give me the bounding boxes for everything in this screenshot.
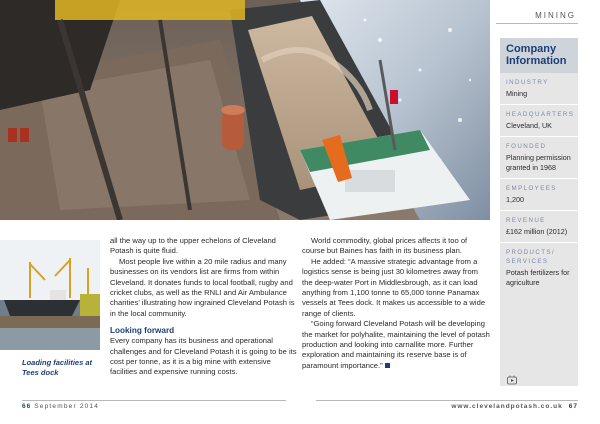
sidebar-item-label: FOUNDED [506,143,547,150]
sidebar-item-value: Potash fertilizers for agriculture [506,268,570,287]
sidebar-title: Company Information [500,38,578,73]
sidebar-item-employees [500,179,578,211]
sidebar-item-label: PRODUCTS/ SERVICES [506,249,556,265]
sidebar-item-industry [500,73,578,105]
sidebar-item-label: REVENUE [506,217,546,224]
sidebar-item-products [500,243,578,293]
footer-right [451,403,578,410]
inset-photo-tees-dock [0,240,100,350]
sidebar-item-value: Planning permission granted in 1968 [506,153,571,172]
page-number-left: 66 [22,403,32,410]
sidebar-item-founded [500,137,578,179]
article-paragraph-text: “Going forward Cleveland Potash will be developing the market for polyhalite, maintaining the level of potash production and looking into carnallite more. Further exploration and maintaining its reserve base is of paramount importance.” [302,319,490,370]
article-subheading: Looking forward [110,326,175,336]
sidebar-item-value: Mining [506,89,528,98]
end-of-article-mark [385,363,390,368]
sidebar-item-value: Cleveland, UK [506,121,552,130]
sidebar-item-label: EMPLOYEES [506,185,557,192]
website-url[interactable]: www.clevelandpotash.co.uk [451,403,563,410]
sidebar-item-label: HEADQUARTERS [506,111,575,118]
article-column-right [302,236,490,371]
article-paragraph: Most people live within a 20 mile radius and many businesses on its vendors list are firms from within Cleveland. It donates funds to local football, rugby and cricket clubs, as well as the RNLI and Air Ambulance charities’ illustrating how ingrained Cleveland Potash is in the local community. [110,256,295,318]
footer-rule-right [316,400,578,401]
sidebar-item-headquarters [500,105,578,137]
issue-date: September 2014 [34,403,100,410]
section-label: MINING [496,8,578,24]
youtube-icon[interactable] [507,372,517,382]
article-paragraph: all the way up to the upper echelons of Cleveland Potash is quite fluid. [110,236,276,256]
article-paragraph: World commodity, global prices affects it too of course but Baines has faith in its business plan. [302,236,468,256]
footer-left [22,403,99,410]
article-paragraph: He added: “A massive strategic advantage from a logistics sense is being just 30 kilometres away from the deep-water Port in Middlesbrough, as it can load anything from 1,100 tonne to 65,000 tonne Panamax vessels at Tees dock. It makes us accessible to a wide range of clients. [302,256,486,318]
photo-caption: Loading facilities at Tees dock [22,358,93,377]
sidebar-item-revenue [500,211,578,243]
hero-photo-ship-loading [0,0,490,220]
sidebar-item-value: £162 million (2012) [506,227,568,236]
article-paragraph [302,319,490,371]
article-column-left [110,236,298,378]
footer-rule-left [22,400,286,401]
sidebar-item-value: 1,200 [506,195,524,204]
article-paragraph: Every company has its business and operational challenges and for Cleveland Potash it is going to be its cost per tonne, as it is a big mine with extensive facilities and expensive running costs. [110,336,297,377]
page-number-right: 67 [568,403,578,410]
company-info-sidebar [500,38,578,386]
sidebar-item-label: INDUSTRY [506,79,549,86]
